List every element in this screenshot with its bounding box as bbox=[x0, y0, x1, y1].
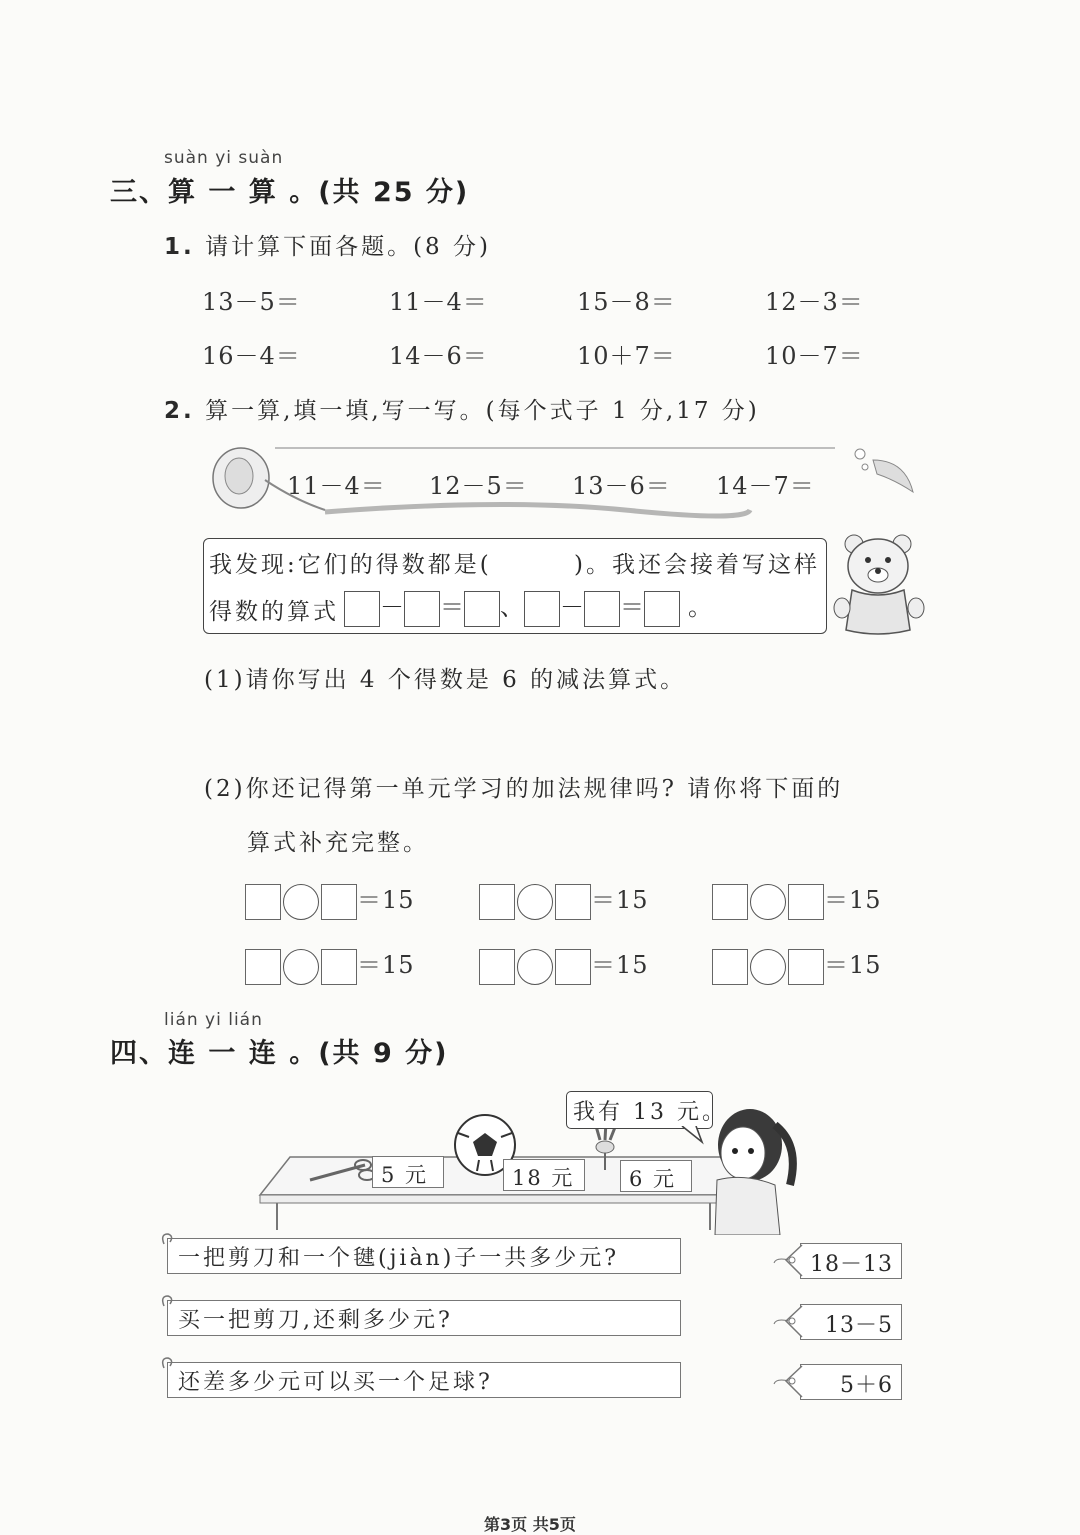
answer-box[interactable] bbox=[788, 884, 824, 920]
answer-box[interactable] bbox=[479, 949, 515, 985]
q1-eq-7: 10＋7＝ bbox=[577, 342, 676, 370]
section4-pinyin: lián yi lián bbox=[164, 1010, 263, 1030]
q2-title bbox=[164, 392, 760, 425]
q2-sub2-line2: 算式补充完整。 bbox=[247, 830, 429, 856]
q1-eq-2: 11－4＝ bbox=[389, 288, 488, 316]
discovery-line1a: 我发现:它们的得数都是( bbox=[209, 552, 492, 578]
answer-box[interactable] bbox=[555, 949, 591, 985]
q1-text: 请计算下面各题。(8 分) bbox=[205, 234, 491, 260]
match-answer-3[interactable]: 5＋6 bbox=[800, 1364, 902, 1400]
bear-illustration bbox=[832, 530, 927, 640]
answer-box[interactable] bbox=[321, 884, 357, 920]
section3-pinyin: suàn yi suàn bbox=[164, 148, 284, 168]
answer-box[interactable] bbox=[584, 591, 620, 627]
speech-bubble: 我有 13 元。 bbox=[566, 1091, 713, 1129]
q1-eq-4: 12－3＝ bbox=[765, 288, 864, 316]
discovery-frame bbox=[203, 538, 827, 634]
answer-box[interactable] bbox=[712, 884, 748, 920]
answer-box[interactable] bbox=[524, 591, 560, 627]
operator-circle[interactable] bbox=[517, 884, 553, 920]
q1-number: 1. bbox=[164, 234, 195, 260]
discovery-line2: 得数的算式 bbox=[209, 599, 339, 625]
addition-pattern-6: ＝15 bbox=[712, 945, 882, 985]
q2-number: 2. bbox=[164, 398, 195, 424]
answer-box[interactable] bbox=[404, 591, 440, 627]
answer-box[interactable] bbox=[344, 591, 380, 627]
answer-box[interactable] bbox=[788, 949, 824, 985]
match-answer-1[interactable]: 18－13 bbox=[800, 1243, 902, 1279]
speech-bubble-tail bbox=[680, 1126, 710, 1146]
operator-circle[interactable] bbox=[750, 949, 786, 985]
q2-text: 算一算,填一填,写一写。(每个式子 1 分,17 分) bbox=[205, 398, 760, 424]
answer-box[interactable] bbox=[245, 949, 281, 985]
addition-pattern-5: ＝15 bbox=[479, 945, 649, 985]
addition-pattern-2: ＝15 bbox=[479, 880, 649, 920]
question-hook-icons bbox=[158, 1230, 178, 1390]
addition-pattern-3: ＝15 bbox=[712, 880, 882, 920]
price-tag-shuttlecock: 6 元 bbox=[620, 1160, 692, 1192]
match-answer-2[interactable]: 13－5 bbox=[800, 1304, 902, 1340]
operator-circle[interactable] bbox=[283, 949, 319, 985]
band-eq-4: 14－7＝ bbox=[716, 472, 815, 500]
page-footer: 第3页 共5页 bbox=[484, 1515, 576, 1534]
discovery-line1b: )。我还会接着写这样 bbox=[574, 552, 820, 578]
answer-box[interactable] bbox=[644, 591, 680, 627]
answer-box[interactable] bbox=[479, 884, 515, 920]
q1-eq-8: 10－7＝ bbox=[765, 342, 864, 370]
operator-circle[interactable] bbox=[517, 949, 553, 985]
answer-box[interactable] bbox=[555, 884, 591, 920]
answer-box[interactable] bbox=[321, 949, 357, 985]
answer-box[interactable] bbox=[712, 949, 748, 985]
answer-box[interactable] bbox=[245, 884, 281, 920]
match-question-3[interactable]: 还差多少元可以买一个足球? bbox=[167, 1362, 681, 1398]
match-question-1[interactable]: 一把剪刀和一个毽(jiàn)子一共多少元? bbox=[167, 1238, 681, 1274]
q1-eq-5: 16－4＝ bbox=[202, 342, 301, 370]
answer-box[interactable] bbox=[464, 591, 500, 627]
q2-sub2-line1: (2)你还记得第一单元学习的加法规律吗? 请你将下面的 bbox=[204, 776, 844, 802]
q1-eq-3: 15－8＝ bbox=[577, 288, 676, 316]
band-eq-3: 13－6＝ bbox=[572, 472, 671, 500]
match-question-2[interactable]: 买一把剪刀,还剩多少元? bbox=[167, 1300, 681, 1336]
addition-pattern-1: ＝15 bbox=[245, 880, 415, 920]
q1-eq-6: 14－6＝ bbox=[389, 342, 488, 370]
section3-title: 三、算 一 算 。(共 25 分) bbox=[110, 177, 470, 208]
operator-circle[interactable] bbox=[750, 884, 786, 920]
q2-sub1: (1)请你写出 4 个得数是 6 的减法算式。 bbox=[204, 667, 687, 693]
q1-title bbox=[164, 228, 491, 261]
band-eq-2: 12－5＝ bbox=[429, 472, 528, 500]
section4-title: 四、连 一 连 。(共 9 分) bbox=[110, 1038, 449, 1069]
band-eq-1: 11－4＝ bbox=[287, 472, 386, 500]
q1-eq-1: 13－5＝ bbox=[202, 288, 301, 316]
tag-string-icons bbox=[772, 1243, 804, 1403]
price-tag-ball: 18 元 bbox=[503, 1159, 585, 1191]
price-tag-scissors: 5 元 bbox=[372, 1156, 444, 1188]
discovery-equations: － ＝ 、 － ＝ 。 bbox=[344, 587, 712, 627]
operator-circle[interactable] bbox=[283, 884, 319, 920]
addition-pattern-4: ＝15 bbox=[245, 945, 415, 985]
